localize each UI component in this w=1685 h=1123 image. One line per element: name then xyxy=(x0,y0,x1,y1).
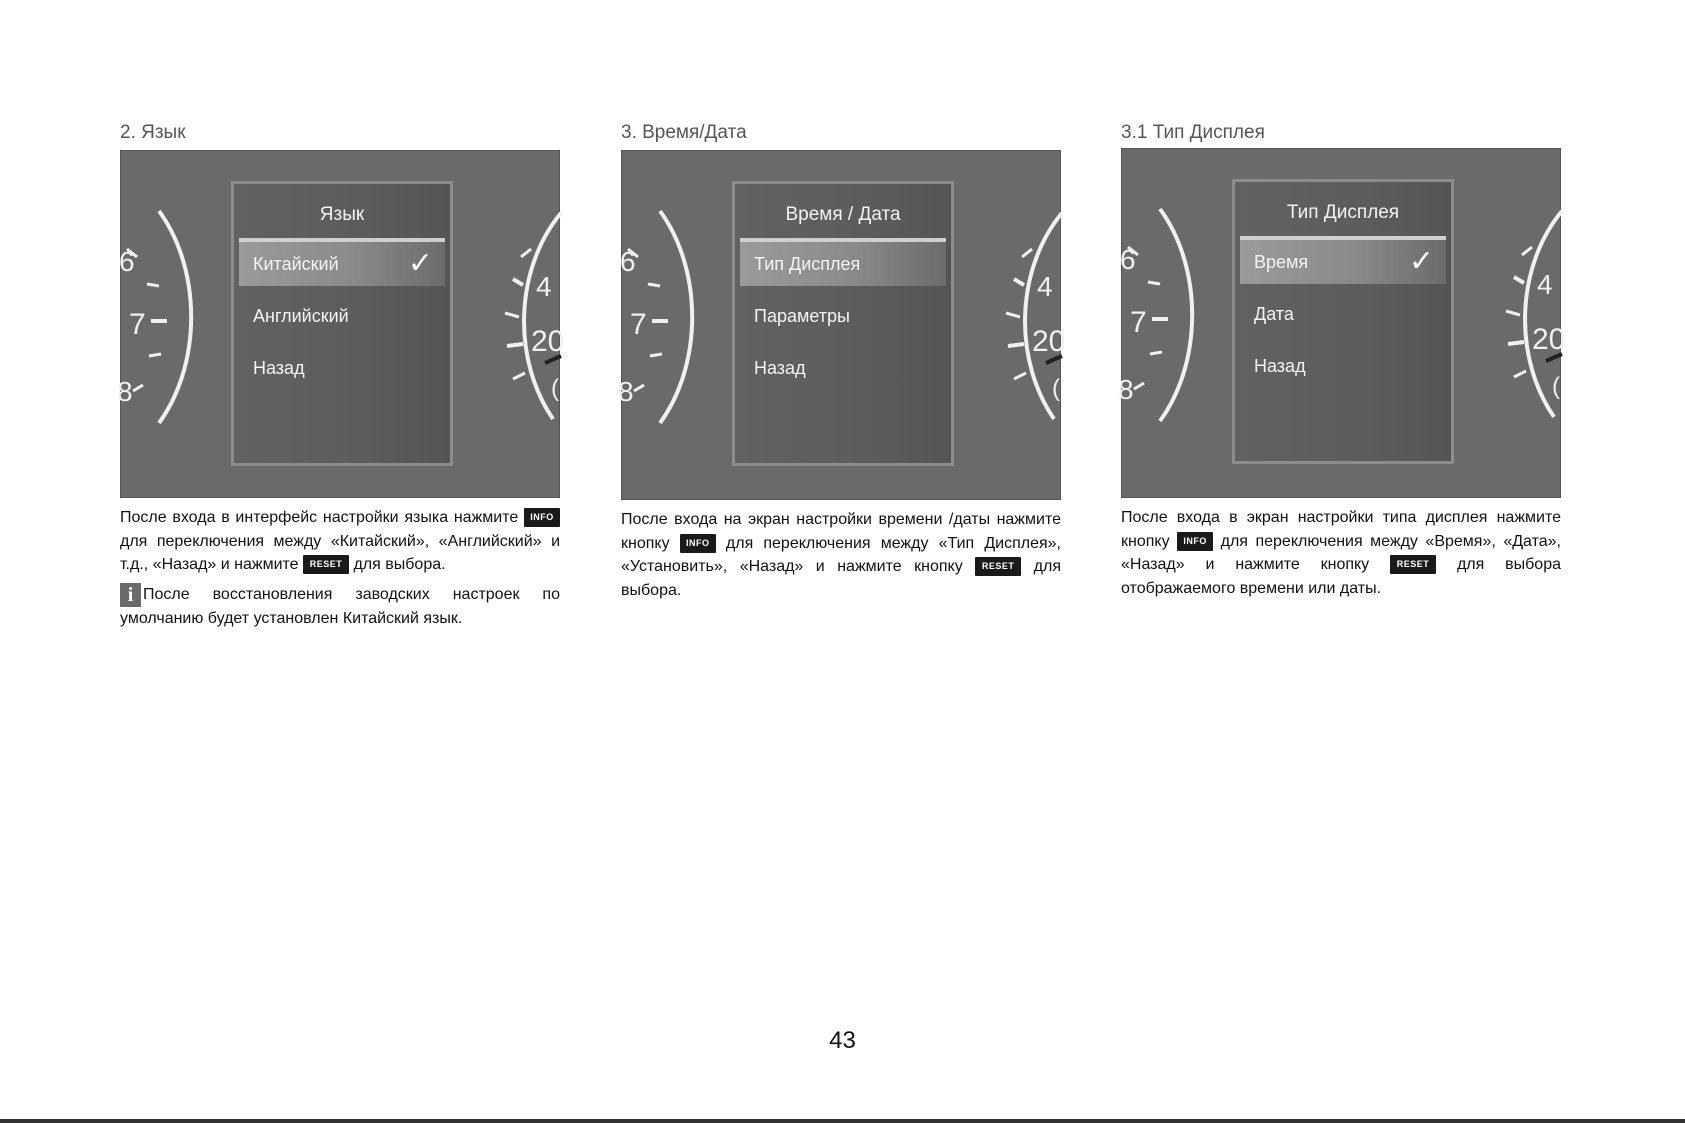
info-note-icon: i xyxy=(120,583,141,607)
section-display-type xyxy=(1118,120,1566,600)
section-heading: 3. Время/Дата xyxy=(621,122,747,143)
menu-item-parameters[interactable] xyxy=(740,294,946,338)
bottom-divider xyxy=(0,1119,1685,1123)
gauge-left-label-top: 6 xyxy=(620,246,636,277)
gauge-left-label-bottom: 8 xyxy=(618,376,634,407)
info-button-icon: INFO xyxy=(524,508,560,527)
menu-title: Тип Дисплея xyxy=(1286,202,1400,223)
description-paragraph: После входа в экран настройки типа дисплея нажмите кнопку INFO для переключения между «Время», «Дата», «Назад» и нажмите кнопку RESET для выбора отображаемого времени или даты. xyxy=(1121,509,1561,597)
menu-item-chinese[interactable] xyxy=(239,242,445,286)
gauge-left-label-bottom: 8 xyxy=(117,376,133,407)
dashboard-screen xyxy=(117,150,565,498)
gauge-right-label-bottom: ( xyxy=(1052,375,1060,402)
info-button-icon: INFO xyxy=(680,534,716,553)
menu-item-display-type[interactable] xyxy=(740,242,946,286)
menu-item-label: Параметры xyxy=(754,306,850,326)
gauge-left-label-top: 6 xyxy=(119,246,135,277)
menu-title: Время / Дата xyxy=(785,204,901,225)
menu-item-label: Тип Дисплея xyxy=(754,254,861,274)
gauge-left-label-mid: 7 xyxy=(129,308,146,341)
gauge-left-label-top: 6 xyxy=(1120,244,1136,275)
gauge-right-label-top: 4 xyxy=(1537,269,1553,300)
section-heading: 2. Язык xyxy=(120,122,186,143)
menu-item-date[interactable] xyxy=(1240,292,1446,336)
note-paragraph: i После восстановления заводских настроек по умолчанию будет установлен Китайский язык. xyxy=(120,583,560,627)
menu-item-label: Дата xyxy=(1254,304,1294,324)
check-icon: ✓ xyxy=(407,247,433,280)
reset-button-icon: RESET xyxy=(303,555,349,574)
settings-menu xyxy=(732,181,954,466)
menu-item-label: Назад xyxy=(253,358,305,378)
description-paragraph: После входа в интерфейс настройки языка нажмите INFO для переключения между «Китайский», «Английский» и т.д., «Назад» и нажмите RESET для выбора. xyxy=(120,509,560,573)
menu-item-label: Английский xyxy=(253,306,349,326)
menu-item-label: Назад xyxy=(754,358,806,378)
menu-item-label: Назад xyxy=(1254,356,1306,376)
gauge-right-label-mid: 20 xyxy=(1032,325,1066,358)
gauge-right-label-top: 4 xyxy=(536,271,552,302)
section-language xyxy=(117,120,565,630)
check-icon: ✓ xyxy=(1408,245,1434,278)
description-paragraph: После входа на экран настройки времени /даты нажмите кнопку INFO для переключения между «Тип Дисплея», «Установить», «Назад» и нажмите кнопку RESET для выбора. xyxy=(621,511,1062,599)
page-number: 43 xyxy=(829,1027,856,1054)
gauge-right-label-top: 4 xyxy=(1037,271,1053,302)
dashboard-screen xyxy=(618,150,1066,500)
gauge-right-label-bottom: ( xyxy=(551,375,559,402)
menu-title: Язык xyxy=(319,204,365,225)
section-heading: 3.1 Тип Дисплея xyxy=(1121,122,1265,143)
menu-item-back[interactable] xyxy=(1240,344,1446,388)
gauge-left-label-mid: 7 xyxy=(1130,306,1147,339)
settings-menu xyxy=(231,181,453,466)
gauge-left-label-mid: 7 xyxy=(630,308,647,341)
section-time-date xyxy=(618,120,1066,602)
gauge-right-label-mid: 20 xyxy=(531,325,565,358)
menu-item-back[interactable] xyxy=(740,346,946,390)
reset-button-icon: RESET xyxy=(1390,555,1436,574)
settings-menu xyxy=(1232,179,1454,464)
gauge-left-label-bottom: 8 xyxy=(1118,374,1134,405)
menu-item-label: Китайский xyxy=(253,254,339,274)
dashboard-screen xyxy=(1118,148,1566,498)
gauge-right-label-mid: 20 xyxy=(1532,323,1566,356)
menu-item-time[interactable] xyxy=(1240,240,1446,284)
menu-item-label: Время xyxy=(1254,252,1309,272)
info-button-icon: INFO xyxy=(1177,532,1213,551)
menu-item-english[interactable] xyxy=(239,294,445,338)
gauge-right-label-bottom: ( xyxy=(1552,373,1560,400)
menu-item-back[interactable] xyxy=(239,346,445,390)
reset-button-icon: RESET xyxy=(975,557,1021,576)
